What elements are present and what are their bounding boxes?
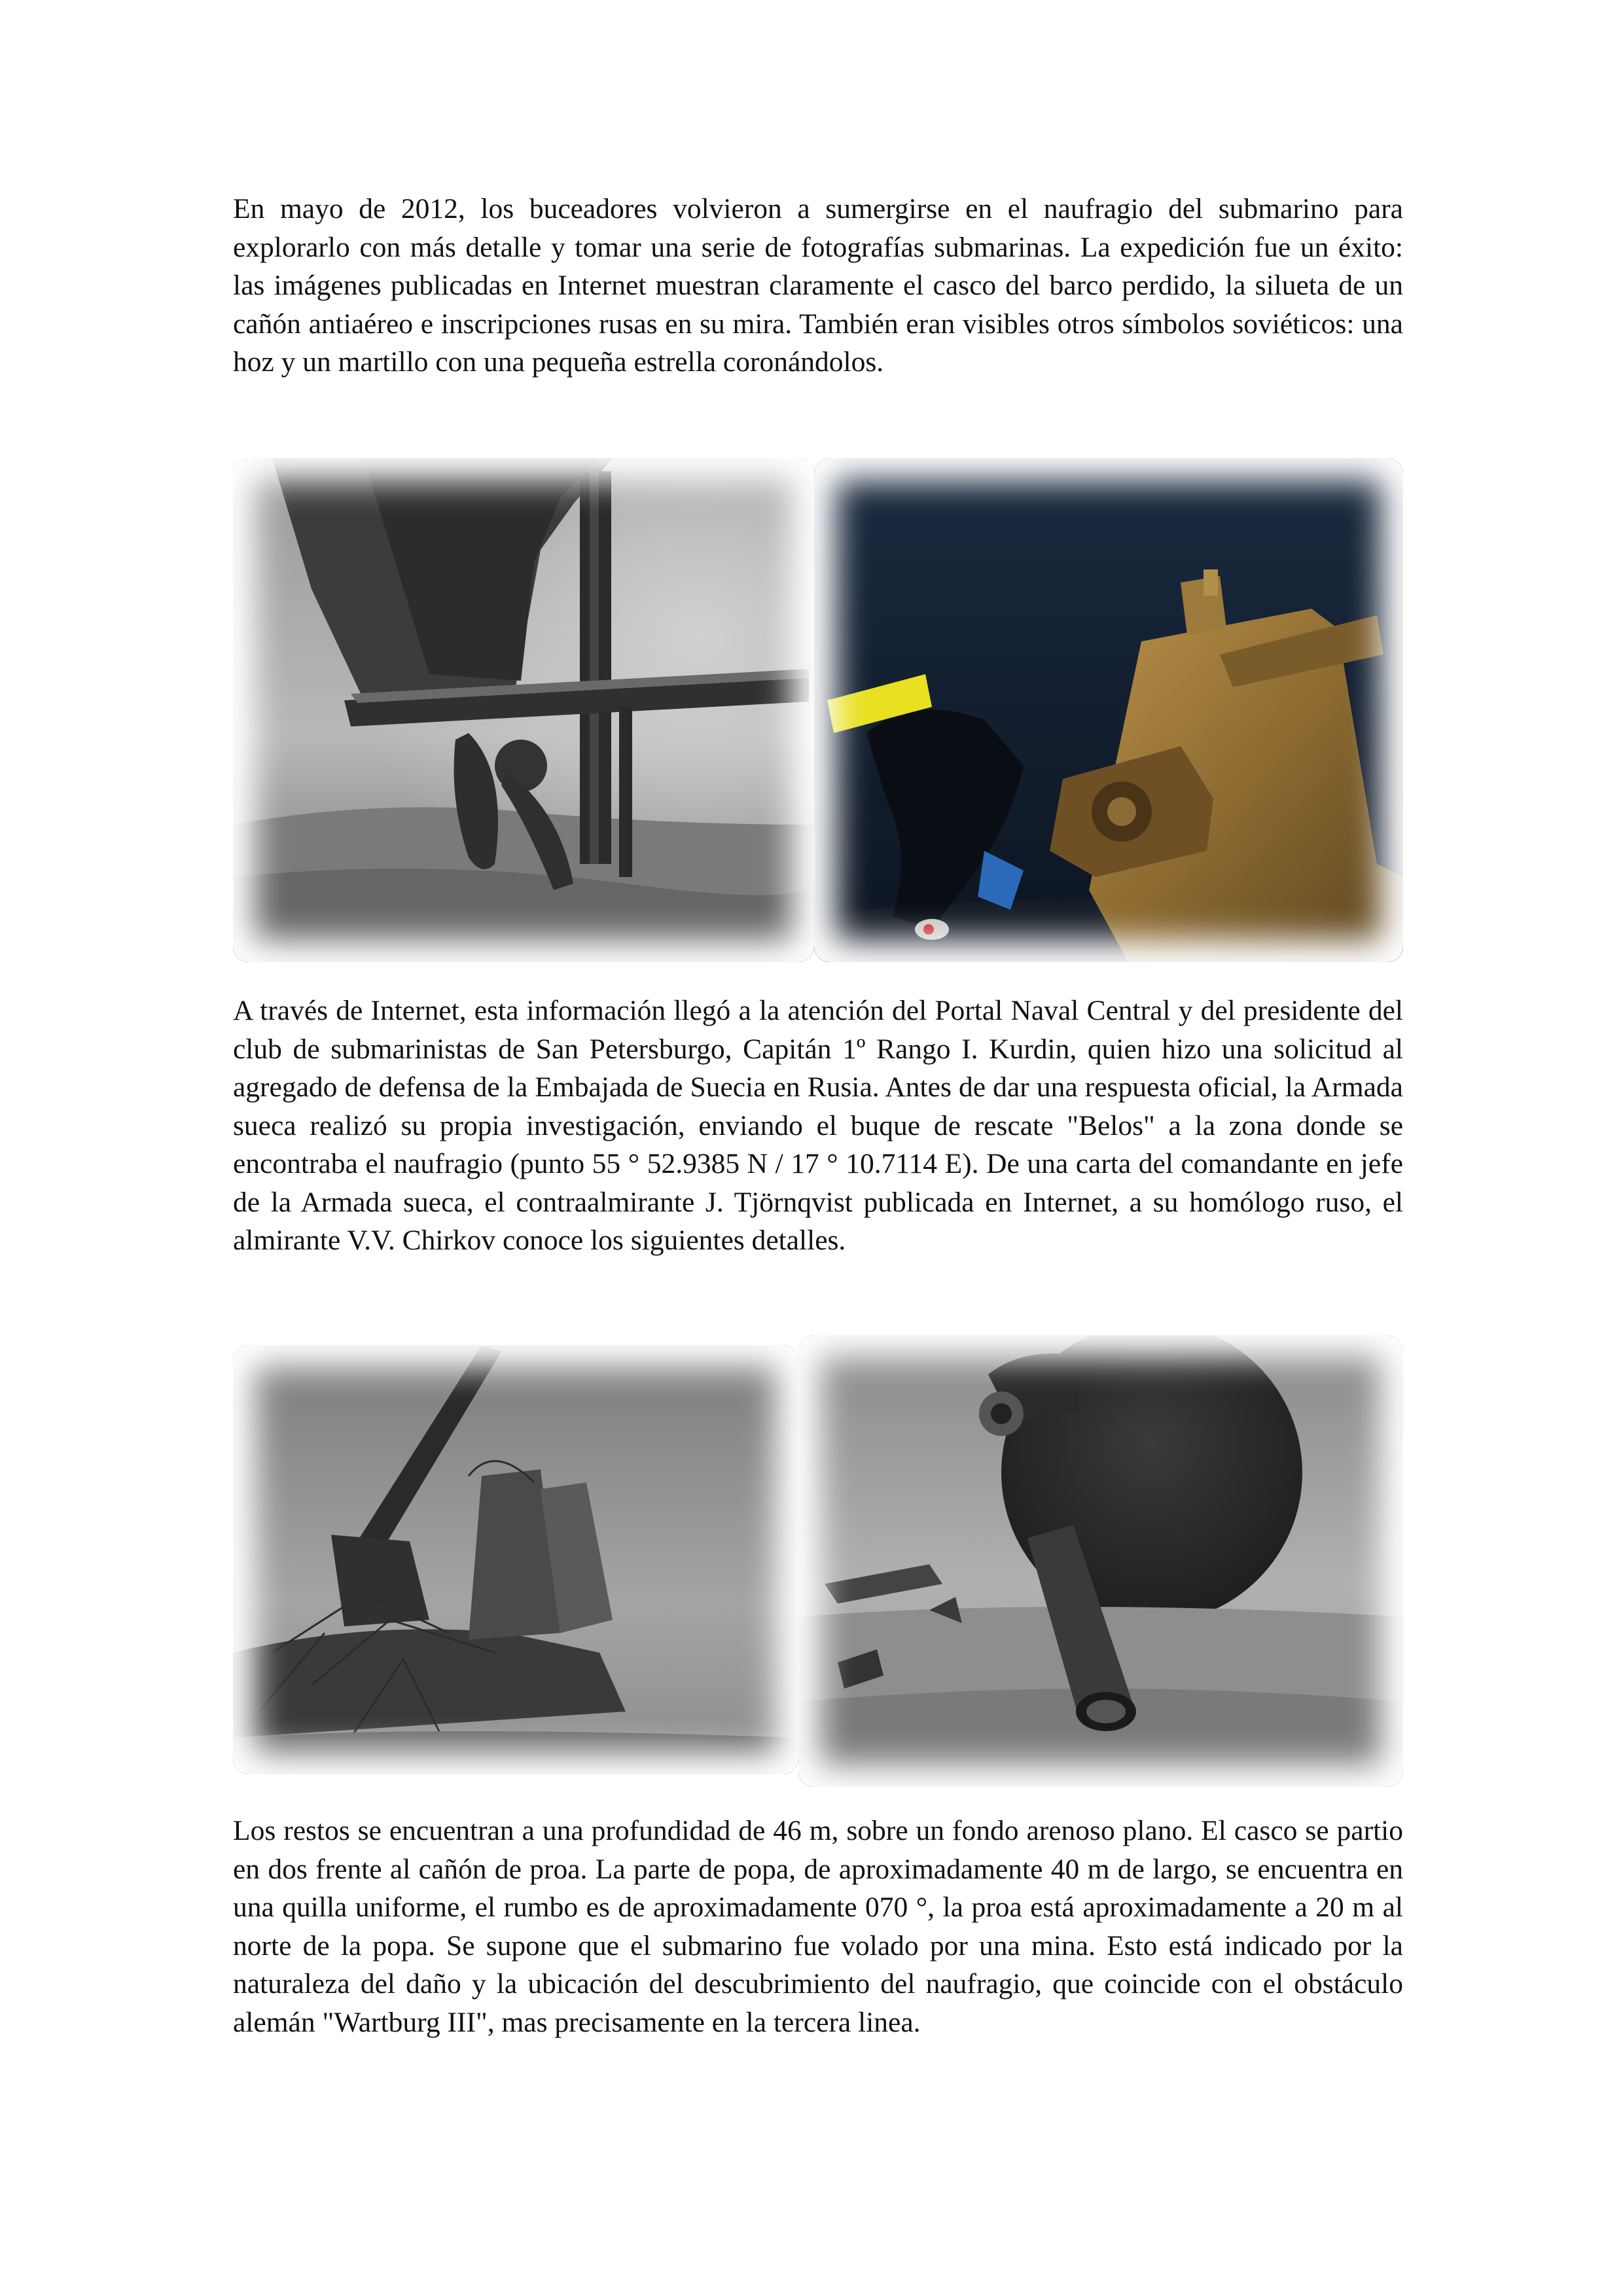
photo-diver-deck-gun (814, 458, 1403, 962)
stern-rudder-image (233, 458, 814, 962)
diver-deck-gun-image (814, 458, 1403, 962)
paragraph-2: A través de Internet, esta información llegó a la atención del Portal Naval Central y del presidente del club de submarinistas de San Petersburgo, Capitán 1º Rango I. Kurdin, quien hizo una solicitud al agregado de defensa de la Embajada de Suecia en Rusia. Antes de dar una respuesta oficial, la Armada sueca realizó su propia investigación, enviando el buque de rescate "Belos" a la zona donde se encontraba el naufragio (punto 55 ° 52.9385 N / 17 ° 10.7114 E). De una carta del comandante en jefe de la Armada sueca, el contraalmirante J. Tjörnqvist publicada en Internet, a su homólogo ruso, el almirante V.V. Chirkov conoce los siguientes detalles. (233, 995, 1403, 1256)
photo-antiaircraft-gun (233, 1345, 798, 1774)
photo-stern-rudder (233, 458, 814, 962)
photo-hull-section (798, 1335, 1403, 1787)
paragraph-1: En mayo de 2012, los buceadores volvieron a sumergirse en el naufragio del submarino para explorarlo con más detalle y tomar una serie de fotografías submarinas. La expedición fue un éxito: las imágenes publicadas en Internet muestran claramente el casco del barco perdido, la silueta de un cañón antiaéreo e inscripciones rusas en su mira. También eran visibles otros símbolos soviéticos: una hoz y un martillo con una pequeña estrella coronándolos. (233, 193, 1403, 378)
hull-section-image (798, 1335, 1403, 1787)
antiaircraft-gun-image (233, 1345, 798, 1774)
paragraph-3: Los restos se encuentran a una profundidad de 46 m, sobre un fondo arenoso plano. El casco se partio en dos frente al cañón de proa. La parte de popa, de aproximadamente 40 m de largo, se encuentra en una quilla uniforme, el rumbo es de aproximadamente 070 °, la proa está aproximadamente a 20 m al norte de la popa. Se supone que el submarino fue volado por una mina. Esto está indicado por la naturaleza del daño y la ubicación del descubrimiento del naufragio, que coincide con el obstáculo alemán "Wartburg III", mas precisamente en la tercera linea. (233, 1815, 1403, 2038)
